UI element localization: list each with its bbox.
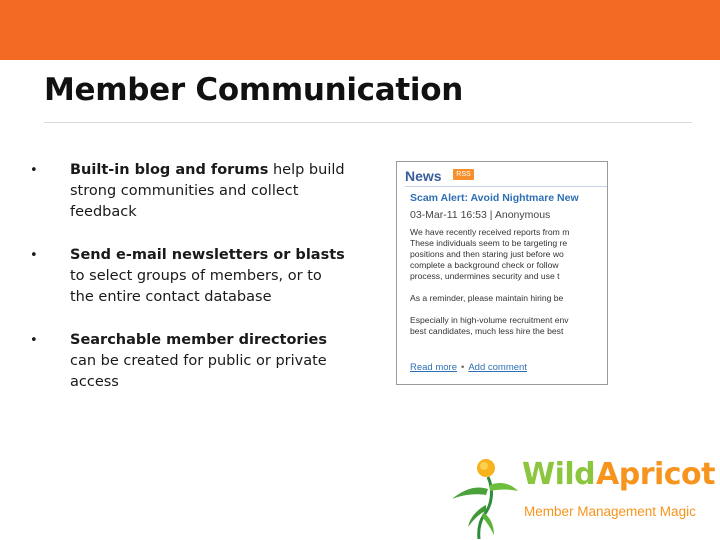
bullet-text: to select groups of members, or to the entire contact database: [70, 268, 322, 305]
bullet-marker: •: [30, 248, 38, 263]
bullet-text: can be created for public or private access: [70, 353, 327, 390]
news-heading: News: [405, 168, 442, 184]
logo-word-apricot: Apricot: [596, 457, 716, 492]
body-line: complete a background check or follow: [410, 260, 559, 270]
news-item-author: Anonymous: [494, 209, 551, 221]
news-item-date: 03-Mar-11 16:53: [410, 209, 487, 221]
slide-title: Member Communication: [44, 72, 463, 108]
logo-word-wild: Wild: [522, 457, 596, 492]
body-line: positions and then staring just before wo: [410, 249, 564, 259]
title-divider: [44, 122, 692, 123]
add-comment-link[interactable]: Add comment: [468, 362, 527, 373]
body-line: process, undermines security and use t: [410, 271, 560, 281]
bullet-item-directories: [30, 330, 350, 393]
link-separator: •: [461, 362, 465, 373]
news-widget-screenshot: [396, 161, 608, 385]
bullet-item-blog: [30, 160, 350, 223]
reminder-line: As a reminder, please maintain hiring be: [410, 293, 564, 303]
read-more-link[interactable]: Read more: [410, 362, 457, 373]
news-item-meta: [410, 209, 550, 221]
news-item-body: [410, 227, 608, 337]
wild-apricot-logo: [448, 455, 720, 540]
news-item-links: [410, 362, 527, 373]
bullet-item-newsletters: [30, 245, 350, 308]
bullet-text: help build strong communities and collect feedback: [70, 162, 345, 220]
bullet-bold-text: Built-in blog and forums: [70, 162, 269, 178]
news-item-title-link[interactable]: Scam Alert: Avoid Nightmare New: [410, 192, 579, 204]
body-line: Especially in high-volume recruitment env: [410, 315, 569, 325]
body-line: These individuals seem to be targeting re: [410, 238, 568, 248]
bullet-marker: •: [30, 333, 38, 348]
body-line: best candidates, much less hire the best: [410, 326, 564, 336]
bullet-list: [30, 160, 350, 415]
rss-icon[interactable]: RSS: [453, 169, 474, 180]
logo-tagline: Member Management Magic: [524, 504, 696, 519]
apricot-figure-icon: [448, 455, 520, 540]
top-accent-bar: [0, 0, 720, 60]
news-divider: [405, 186, 607, 187]
meta-separator: |: [489, 209, 493, 221]
body-line: We have recently received reports from m: [410, 227, 570, 237]
bullet-bold-text: Send e-mail newsletters or blasts: [70, 247, 345, 263]
bullet-bold-text: Searchable member directories: [70, 332, 328, 348]
bullet-marker: •: [30, 163, 38, 178]
